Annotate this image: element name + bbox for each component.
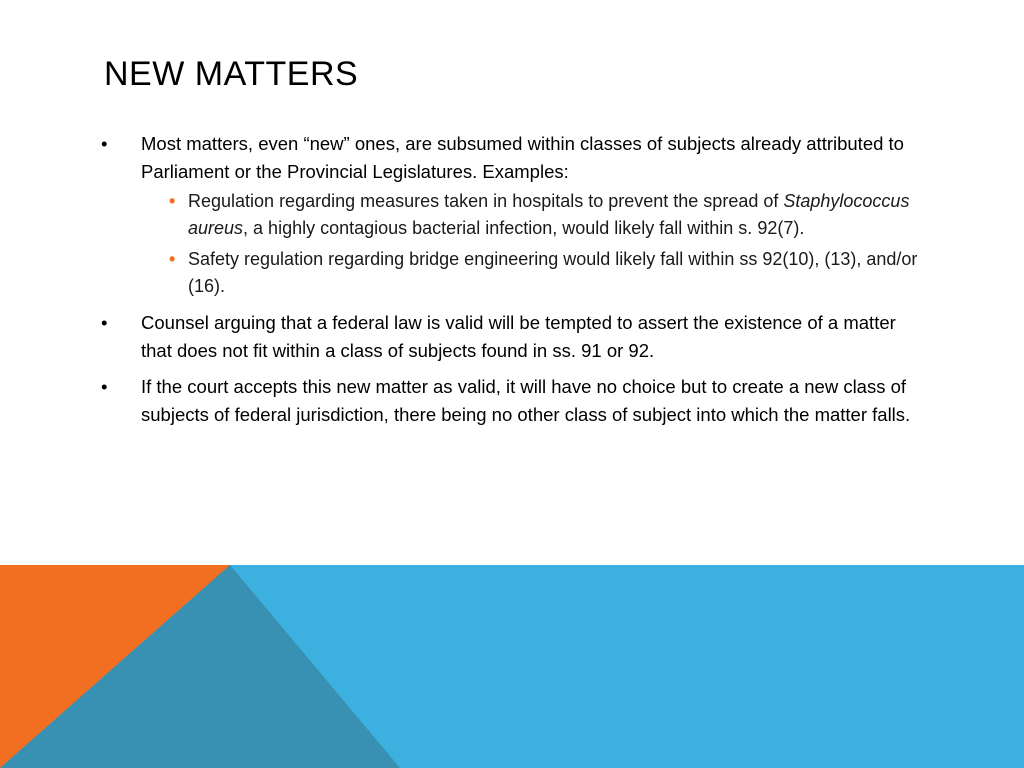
sub-bullet-marker: • <box>169 249 176 269</box>
sub-bullet-text: Safety regulation regarding bridge engineering would likely fall within ss 92(10), (13), and/or (16). <box>188 249 918 296</box>
bullet-marker: • <box>101 133 108 154</box>
bullet-item <box>100 373 930 428</box>
sub-bullet-text-continued: , a highly contagious bacterial infection, would likely fall within s. 92(7). <box>243 218 805 238</box>
bullet-text: If the court accepts this new matter as valid, it will have no choice but to create a new class of subjects of federal jurisdiction, there being no other class of subject into which the matter falls. <box>141 376 911 425</box>
bullet-item <box>100 309 930 364</box>
species-name: Staphylococcus aureus <box>188 191 910 238</box>
sub-bullet-text: Regulation regarding measures taken in hospitals to prevent the spread of <box>188 191 784 211</box>
bullet-marker: • <box>101 312 108 333</box>
sub-bullet-item <box>141 188 930 242</box>
slide-body <box>100 130 930 437</box>
sub-bullet-marker: • <box>169 191 176 211</box>
bullet-item <box>100 130 930 300</box>
bullet-text: Most matters, even “new” ones, are subsumed within classes of subjects already attributed to Parliament or the Provincial Legislatures. Examples: <box>141 133 904 182</box>
sub-bullet-item <box>141 246 930 300</box>
slide-title: NEW MATTERS <box>104 55 359 93</box>
decorative-footer-band <box>0 565 1024 768</box>
bullet-marker: • <box>101 376 108 397</box>
sub-bullet-list <box>141 188 930 300</box>
bullet-text: Counsel arguing that a federal law is valid will be tempted to assert the existence of a matter that does not fit within a class of subjects found in ss. 91 or 92. <box>141 312 896 361</box>
